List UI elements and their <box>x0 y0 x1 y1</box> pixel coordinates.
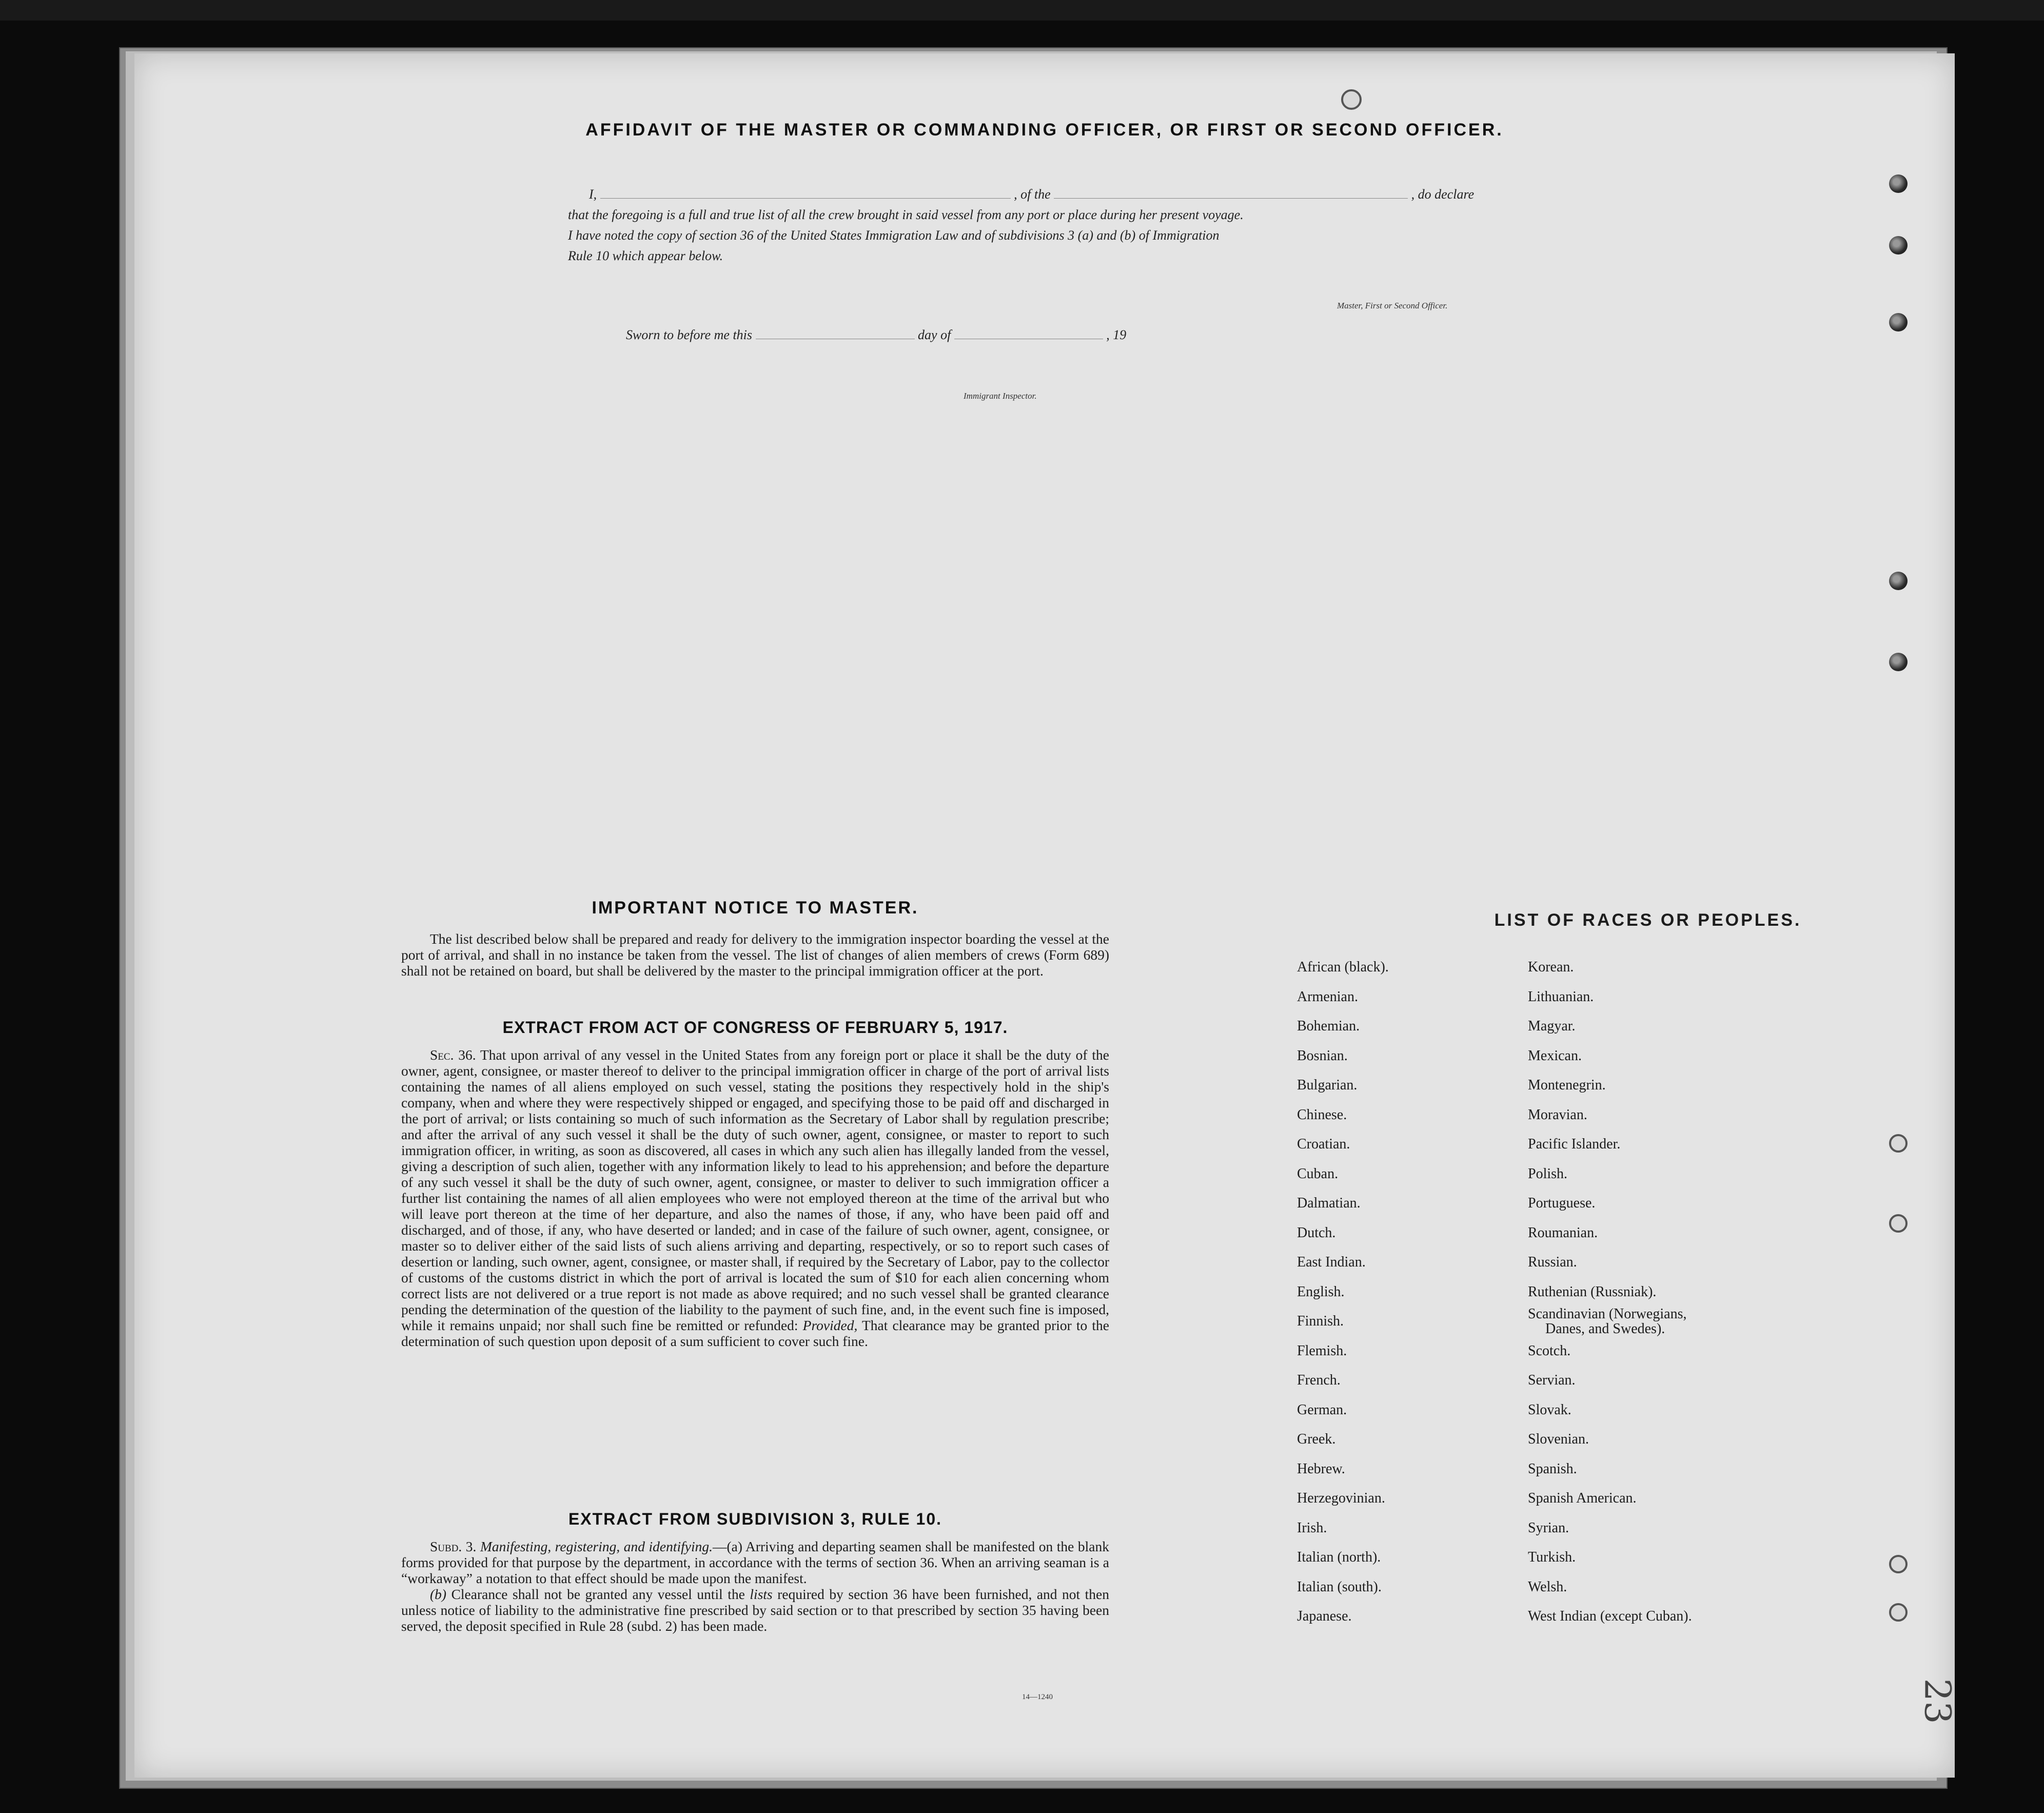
punch-hole-icon <box>1889 313 1908 332</box>
race-item: Slovak. <box>1528 1401 1571 1418</box>
punch-hole-icon <box>1889 236 1908 255</box>
race-item: Turkish. <box>1528 1549 1576 1565</box>
provided-label: Provided, <box>802 1317 858 1333</box>
race-item: Scandinavian (Norwegians, <box>1528 1306 1687 1322</box>
race-item: Roumanian. <box>1528 1224 1598 1241</box>
race-item: Portuguese. <box>1528 1195 1596 1211</box>
race-item: Slovenian. <box>1528 1431 1589 1447</box>
race-item: Spanish American. <box>1528 1490 1637 1506</box>
race-item: Polish. <box>1528 1165 1568 1182</box>
race-item: African (black). <box>1297 959 1389 975</box>
punch-hole-icon <box>1889 1134 1908 1153</box>
race-item: German. <box>1297 1401 1347 1418</box>
sworn-line <box>626 327 1126 343</box>
punch-hole-icon <box>1889 653 1908 671</box>
section-body: That upon arrival of any vessel in the United States from any foreign port or place it shall be the duty of the owner, agent, consignee, or master thereof to deliver to the principal immigration officer in charge of the port of arrival lists containing the names of all aliens employed on such vessel, stating the positions they respectively hold in the ship's company, when and where they were respectively shipped or engaged, and specifying those to be paid off and discharged in the port of arrival; or lists containing so much of such information as the Secretary of Labor shall by regulation prescribe; and after the arrival of any such vessel it shall be the duty of such owner, agent, consignee, or master to report to such immigration officer, in writing, as soon as discovered, all cases in which any such alien has illegally landed from the vessel, giving a description of such alien, together with any information likely to lead to his apprehension; and before the departure of any such vessel it shall be the duty of such owner, agent, consignee, or master to deliver to such immigration officer a further list containing the names of all alien employees who were not employed thereon at the time of the arrival but who will leave port thereon at the time of her departure, and also the names of those, if any, who have been paid off and discharged, and of those, if any, who have deserted or landed; and in case of the failure of such owner, agent, consignee, or master so to deliver either of the said lists of such aliens arriving and departing, respectively, or so to report such cases of desertion or landing, such owner, agent, consignee, or master shall, if required by the Secretary of Labor, pay to the collector of customs of the customs district in which the port of arrival is located the sum of $10 for each alien concerning whom correct lists are not delivered or a true report is not made as above required; and no such vessel shall be granted clearance pending the determination of the question of the liability to the payment of such fine, and, in the event such fine is imposed, while it remains unpaid; nor shall such fine be remitted or refunded: <box>401 1047 1109 1333</box>
subd-a-body: —(a) Arriving and departing seamen shall be manifested on the blank forms provided for that purpose by the department, in accordance with the terms of section 36. When an arriving seaman is a “workaway” a notation to that effect should be made upon the manifest. <box>401 1538 1109 1586</box>
punch-hole-icon <box>1889 1214 1908 1233</box>
race-item: Ruthenian (Russniak). <box>1528 1283 1657 1300</box>
race-item: Pacific Islander. <box>1528 1136 1621 1152</box>
race-item: Flemish. <box>1297 1342 1347 1359</box>
race-item: Japanese. <box>1297 1608 1352 1624</box>
form-number: 14—1240 <box>1022 1693 1053 1701</box>
extract-rule-title: EXTRACT FROM SUBDIVISION 3, RULE 10. <box>568 1510 942 1528</box>
race-item: Moravian. <box>1528 1106 1587 1123</box>
race-item: Herzegovinian. <box>1297 1490 1385 1506</box>
extract-act-title: EXTRACT FROM ACT OF CONGRESS OF FEBRUARY 5, 1917. <box>502 1018 1008 1037</box>
notice-text <box>401 931 1109 979</box>
race-item: Bosnian. <box>1297 1047 1348 1064</box>
document-page <box>134 53 1959 1778</box>
race-item: Spanish. <box>1528 1460 1577 1477</box>
affidavit-i: I, <box>589 187 597 202</box>
race-item: West Indian (except Cuban). <box>1528 1608 1692 1624</box>
vessel-name-field[interactable] <box>1054 198 1408 199</box>
races-title: LIST OF RACES OR PEOPLES. <box>1494 910 1802 930</box>
race-item: Greek. <box>1297 1431 1336 1447</box>
subd-b-part2: required by section 36 have been furnished, and not then unless notice of liability to the administrative fine prescribed by said section or to that prescribed by section 35 having been served, the deposit specified in Rule 28 (subd. 2) has been made. <box>401 1586 1110 1634</box>
punch-hole-icon <box>1889 174 1908 193</box>
race-item: Irish. <box>1297 1519 1327 1536</box>
handwritten-page-number: 23 <box>1916 1678 1959 1724</box>
affidavit-line-2: that the foregoing is a full and true list of all the crew brought in said vessel from any port or place during her present voyage. <box>568 207 1244 222</box>
subd-label: Subd. 3. <box>430 1538 477 1554</box>
subd-b-lists: lists <box>750 1586 773 1602</box>
notice-title: IMPORTANT NOTICE TO MASTER. <box>592 898 919 918</box>
punch-hole-icon <box>1889 572 1908 590</box>
race-item: Korean. <box>1528 959 1574 975</box>
race-item: Cuban. <box>1297 1165 1339 1182</box>
race-item: English. <box>1297 1283 1345 1300</box>
race-item: Croatian. <box>1297 1136 1350 1152</box>
subd-b-label: (b) <box>430 1586 447 1602</box>
master-name-field[interactable] <box>600 198 1011 199</box>
race-item: Russian. <box>1528 1254 1577 1270</box>
race-item: Dutch. <box>1297 1224 1336 1241</box>
race-item: Italian (south). <box>1297 1578 1382 1595</box>
race-item: Montenegrin. <box>1528 1077 1606 1093</box>
race-item: Bulgarian. <box>1297 1077 1358 1093</box>
race-item: Finnish. <box>1297 1313 1344 1329</box>
sworn-day-of: day of <box>918 327 951 342</box>
race-item: Welsh. <box>1528 1578 1567 1595</box>
race-item: Syrian. <box>1528 1519 1569 1536</box>
inspector-signature-label: Immigrant Inspector. <box>964 391 1037 401</box>
race-item: Italian (north). <box>1297 1549 1381 1565</box>
subd-heading: Manifesting, registering, and identifying. <box>480 1538 713 1554</box>
provided-body: That clearance may be granted prior to the determination of such question upon deposit of a sum sufficient to cover such fine. <box>401 1317 1109 1349</box>
notice-body: The list described below shall be prepared and ready for delivery to the immigration inspector boarding the vessel at the port of arrival, and shall in no instance be taken from the vessel. The list of changes of alien members of crews (Form 689) shall not be retained on board, but shall be delivered by the master to the principal immigration officer at the port. <box>401 931 1109 979</box>
punch-hole-icon <box>1341 89 1362 110</box>
race-item-scandinavian <box>1528 1307 1692 1336</box>
sworn-year: , 19 <box>1106 327 1127 342</box>
races-left-column <box>1297 952 1389 1631</box>
race-item: Armenian. <box>1297 988 1358 1005</box>
race-item: East Indian. <box>1297 1254 1366 1270</box>
master-signature-label: Master, First or Second Officer. <box>1337 301 1448 310</box>
race-item: Magyar. <box>1528 1018 1576 1034</box>
race-item: Lithuanian. <box>1528 988 1594 1005</box>
section-label: Sec. 36. <box>430 1047 476 1063</box>
race-item: Mexican. <box>1528 1047 1582 1064</box>
affidavit-line-3: I have noted the copy of section 36 of the United States Immigration Law and of subdivisions 3 (a) and (b) of Immigration <box>568 228 1220 243</box>
race-item: Servian. <box>1528 1372 1576 1388</box>
race-item: Hebrew. <box>1297 1460 1345 1477</box>
subd-b-part1: Clearance shall not be granted any vessel until the <box>451 1586 745 1602</box>
affidavit-line-4: Rule 10 which appear below. <box>568 248 723 263</box>
races-right-column <box>1528 952 1692 1631</box>
race-item: Scotch. <box>1528 1342 1571 1359</box>
extract-act-text <box>401 1047 1109 1349</box>
affidavit-line-1 <box>589 187 1474 202</box>
race-item: French. <box>1297 1372 1341 1388</box>
punch-hole-icon <box>1889 1603 1908 1622</box>
race-item: Dalmatian. <box>1297 1195 1361 1211</box>
affidavit-do-declare: , do declare <box>1411 187 1475 202</box>
affidavit-of-the: , of the <box>1014 187 1051 202</box>
race-item-continued: Danes, and Swedes). <box>1545 1321 1665 1337</box>
film-border-top <box>0 0 2044 21</box>
sworn-start: Sworn to before me this <box>626 327 753 342</box>
race-item: Bohemian. <box>1297 1018 1360 1034</box>
race-item: Chinese. <box>1297 1106 1347 1123</box>
affidavit-title: AFFIDAVIT OF THE MASTER OR COMMANDING OFFICER, OR FIRST OR SECOND OFFICER. <box>585 120 1504 140</box>
extract-rule-text <box>401 1538 1109 1634</box>
